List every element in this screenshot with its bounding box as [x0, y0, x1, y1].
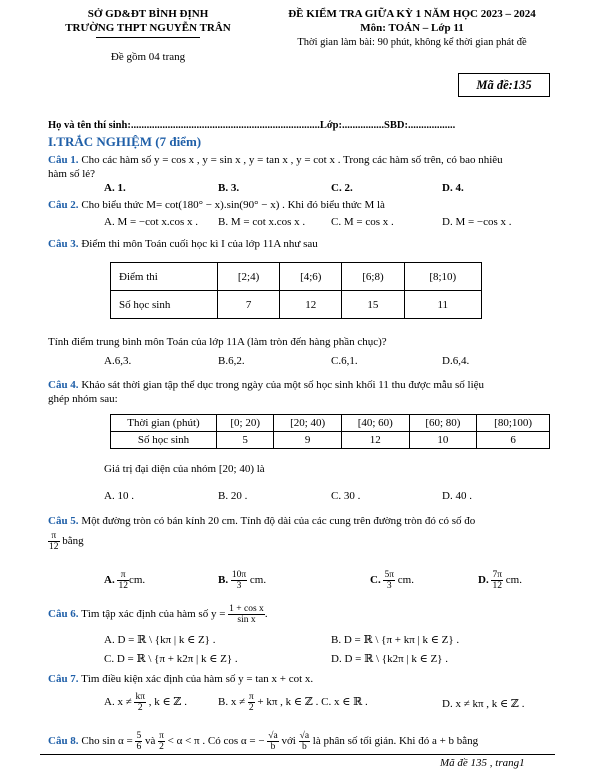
table-row	[111, 263, 482, 291]
q3-option-c[interactable]: C.6,1.	[331, 355, 358, 367]
school-name: TRƯỜNG THPT NGUYỄN TRÂN	[65, 22, 231, 34]
q4-question: Giá trị đại diện của nhóm [20; 40) là	[104, 463, 265, 475]
q3-label: Câu 3.	[48, 238, 79, 250]
table-cell: Thời gian (phút)	[111, 415, 217, 432]
q4-text: Khảo sát thời gian tập thể dục trong ngày của một số học sinh khối 11 thu được mẫu số liệu	[81, 379, 485, 391]
student-name-field: Họ và tên thí sinh:........................................................................	[48, 120, 320, 131]
q6-option-d[interactable]: D. D = ℝ \ {k2π | k ∈ Z} .	[331, 653, 448, 665]
footer-divider	[40, 754, 555, 755]
header-underline	[96, 37, 200, 38]
section-title: I.TRẮC NGHIỆM (7 điểm)	[48, 134, 202, 149]
q4-option-d[interactable]: D. 40 .	[442, 490, 472, 502]
table-cell: [8;10)	[404, 263, 481, 291]
exam-subject: Môn: TOÁN – Lớp 11	[360, 22, 464, 34]
q2-option-d[interactable]: D. M = −cos x .	[442, 216, 512, 228]
q8-label: Câu 8.	[48, 735, 79, 748]
q5-label: Câu 5.	[48, 515, 79, 527]
q4-option-c[interactable]: C. 30 .	[331, 490, 361, 502]
table-cell: [6;8)	[342, 263, 404, 291]
exam-time: Thời gian làm bài: 90 phút, không kể thời gian phát đề	[297, 37, 527, 48]
table-cell: [80;100)	[477, 415, 550, 432]
q6-option-c[interactable]: C. D = ℝ \ {π + k2π | k ∈ Z} .	[104, 653, 238, 665]
question-6: Câu 6. Tìm tập xác định của hàm số y = $\frac{\text{1 + cos x}}{\text{sin x}}$ .	[48, 604, 268, 625]
q4-label: Câu 4.	[48, 379, 79, 391]
q3-score-table	[110, 262, 482, 319]
q5-option-d[interactable]: D. $\frac{7\pi}{12}$ cm.	[478, 570, 522, 591]
q1-text-2: hàm số lẻ?	[48, 168, 96, 180]
q2-option-a[interactable]: A. M = −cot x.cos x .	[104, 216, 198, 228]
class-field: Lớp:................	[319, 120, 385, 131]
table-cell: 15	[342, 291, 404, 319]
question-2	[48, 199, 385, 211]
question-5	[48, 515, 475, 527]
question-8: Câu 8. Cho sin α = $\frac{5}{6}$ và $\frac{\pi}{2}$ < α < π . Có cos α = − $\frac{√a}{b}$ với $\frac{√a}{b}$ là phân số tối giản. Khi đó a + b bằng	[48, 731, 479, 752]
q7-label: Câu 7.	[48, 673, 79, 685]
table-cell: 6	[477, 432, 550, 449]
table-cell: 11	[404, 291, 481, 319]
q6-text: Tìm tập xác định của hàm số y =	[81, 608, 226, 621]
q5-option-c[interactable]: C. $\frac{5\pi}{3}$ cm.	[370, 570, 414, 591]
table-cell: 9	[274, 432, 342, 449]
q6-fraction: $\frac{\text{1 + cos x}}{\text{sin x}}$	[229, 604, 264, 625]
exam-code-box: Mã đề:135	[458, 73, 550, 97]
q4-option-a[interactable]: A. 10 .	[104, 490, 134, 502]
q6-option-a[interactable]: A. D = ℝ \ {kπ | k ∈ Z} .	[104, 634, 216, 646]
table-cell: Số học sinh	[111, 291, 218, 319]
q2-text: Cho biểu thức M= cot(180° − x).sin(90° − x) . Khi đó biểu thức M là	[81, 199, 385, 211]
q1-option-b[interactable]: B. 3.	[218, 182, 240, 194]
exam-title: ĐỀ KIỂM TRA GIỮA KỲ 1 NĂM HỌC 2023 – 2024	[288, 8, 536, 20]
q2-option-c[interactable]: C. M = cos x .	[331, 216, 394, 228]
q3-option-b[interactable]: B.6,2.	[218, 355, 245, 367]
table-cell: Số học sinh	[111, 432, 217, 449]
page-footer: Mã đề 135 , trang1	[440, 757, 525, 769]
student-info-line	[48, 120, 455, 131]
table-cell: 12	[341, 432, 409, 449]
table-row	[111, 415, 550, 432]
q1-label: Câu 1.	[48, 154, 79, 166]
q3-question: Tính điểm trung bình môn Toán của lớp 11A (làm tròn đến hàng phần chục)?	[48, 336, 387, 348]
q2-label: Câu 2.	[48, 199, 79, 211]
table-cell: [4;6)	[280, 263, 342, 291]
table-cell: 7	[218, 291, 280, 319]
q6-label: Câu 6.	[48, 608, 79, 621]
q1-text: Cho các hàm số y = cos x , y = sin x , y = tan x , y = cot x . Trong các hàm số trên, có bao nhiêu	[81, 154, 503, 166]
table-cell: 10	[409, 432, 477, 449]
q4-text-2: ghép nhóm sau:	[48, 393, 118, 405]
question-3	[48, 238, 318, 250]
q7-option-d[interactable]: D. x ≠ kπ , k ∈ ℤ .	[442, 698, 525, 710]
q5-fraction: $\frac{\pi}{12}$	[49, 531, 59, 552]
table-cell: [0; 20)	[217, 415, 274, 432]
q7-option-a[interactable]: A. x ≠ $\frac{k\pi}{2}$ , k ∈ ℤ .	[104, 692, 187, 713]
q4-option-b[interactable]: B. 20 .	[218, 490, 248, 502]
q2-option-b[interactable]: B. M = cot x.cos x .	[218, 216, 306, 228]
question-1	[48, 154, 503, 166]
q5-option-b[interactable]: B. $\frac{10\pi}{3}$ cm.	[218, 570, 267, 591]
table-cell: [60; 80)	[409, 415, 477, 432]
table-cell: [20; 40)	[274, 415, 342, 432]
sbd-field: SBD:..................	[384, 120, 456, 131]
q7-text: Tìm điều kiện xác định của hàm số y = tan x + cot x.	[81, 673, 314, 685]
question-4	[48, 379, 484, 391]
q1-option-d[interactable]: D. 4.	[442, 182, 464, 194]
q3-text: Điểm thi môn Toán cuối học kì I của lớp 11A như sau	[81, 238, 318, 250]
department-name: SỞ GD&ĐT BÌNH ĐỊNH	[87, 8, 209, 20]
q5-option-a[interactable]: A. $\frac{\pi}{12}$ cm.	[104, 570, 146, 591]
q4-time-table	[110, 414, 550, 449]
q1-option-a[interactable]: A. 1.	[104, 182, 126, 194]
question-7	[48, 673, 313, 685]
table-cell: [40; 60)	[341, 415, 409, 432]
table-row	[111, 432, 550, 449]
page-count: Đề gồm 04 trang	[110, 51, 186, 63]
q3-option-d[interactable]: D.6,4.	[442, 355, 470, 367]
table-cell: [2;4)	[218, 263, 280, 291]
q6-option-b[interactable]: B. D = ℝ \ {π + kπ | k ∈ Z} .	[331, 634, 460, 646]
table-cell: 12	[280, 291, 342, 319]
q5-text-2: $\frac{\pi}{12}$ bằng	[49, 531, 84, 552]
q3-option-a[interactable]: A.6,3.	[104, 355, 132, 367]
table-row	[111, 291, 482, 319]
table-cell: 5	[217, 432, 274, 449]
table-cell: Điểm thi	[111, 263, 218, 291]
q1-option-c[interactable]: C. 2.	[331, 182, 353, 194]
q7-option-b-c[interactable]: B. x ≠ $\frac{\pi}{2}$ + kπ , k ∈ ℤ . C. x ∈ ℝ .	[218, 692, 368, 713]
q5-text: Một đường tròn có bán kính 20 cm. Tính độ dài của các cung trên đường tròn đó có số đo	[81, 515, 476, 527]
